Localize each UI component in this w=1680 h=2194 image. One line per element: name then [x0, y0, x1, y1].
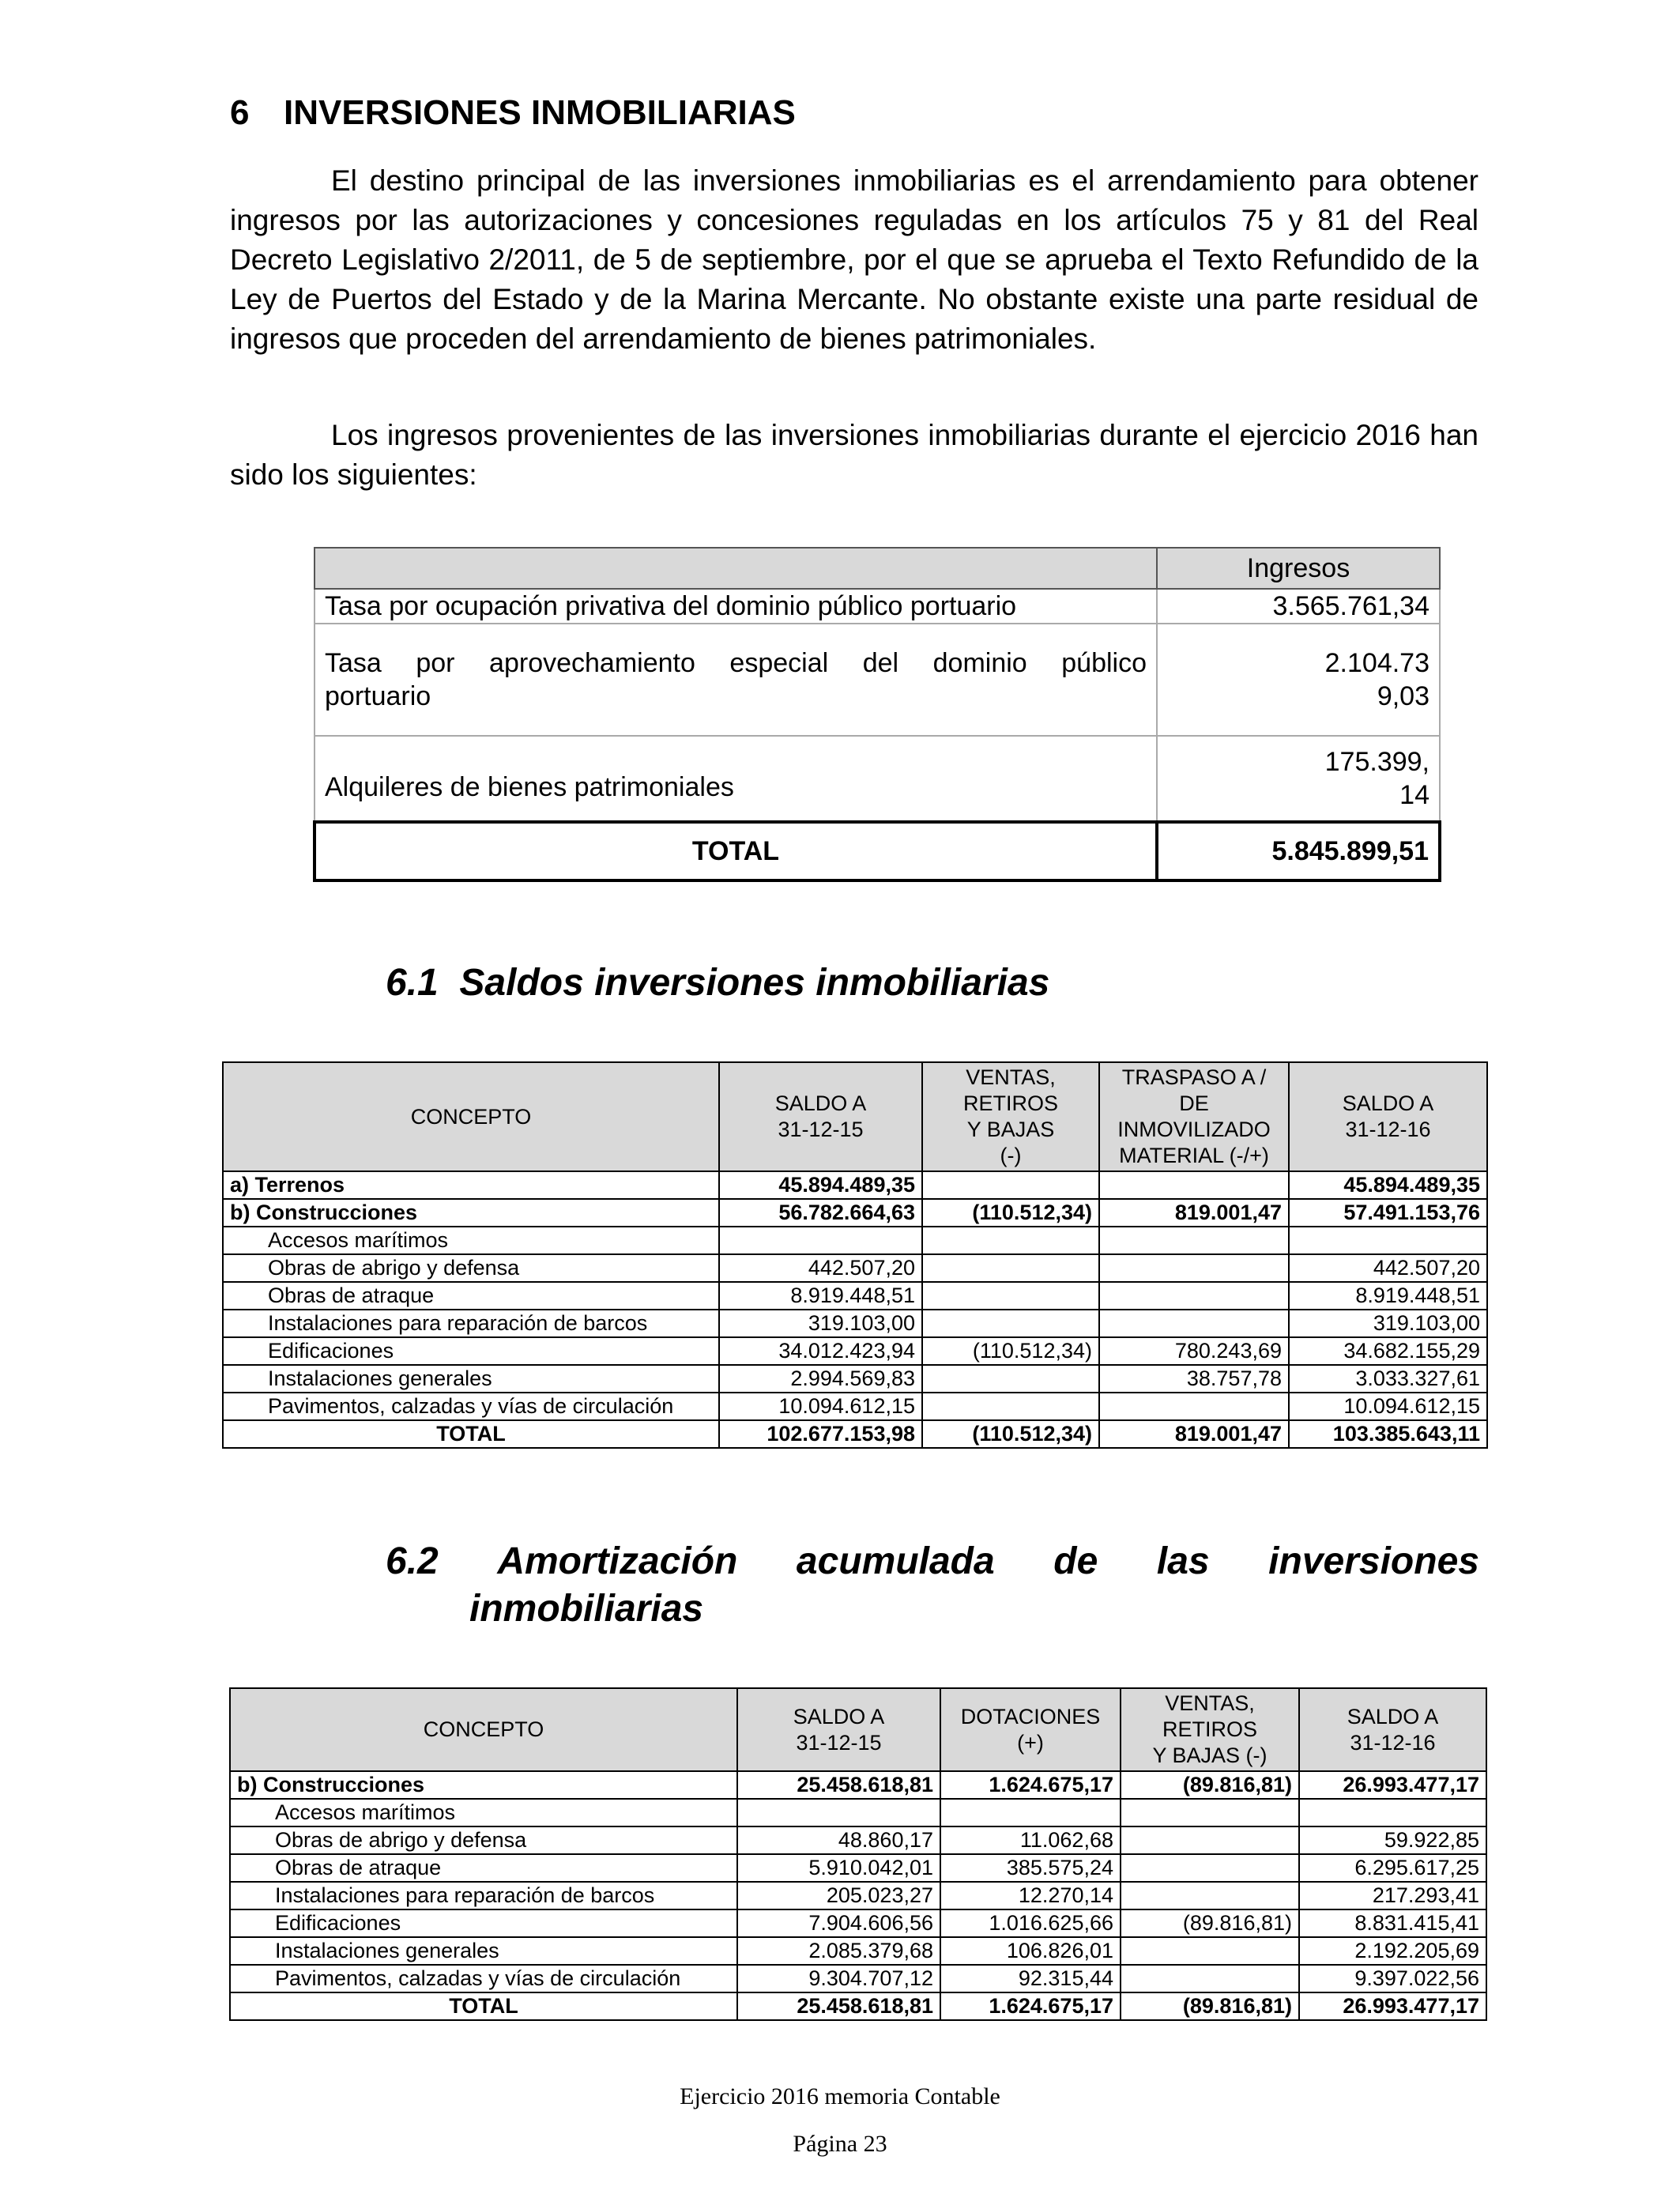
- total-row: [223, 1420, 1487, 1448]
- row-value: 45.894.489,35: [719, 1171, 922, 1199]
- income-concept-line1: Tasa por aprovechamiento especial del dominio público: [325, 648, 1147, 678]
- subsection-title: Saldos inversiones inmobiliarias: [459, 962, 1050, 1004]
- header-ventas: VENTAS, RETIROS Y BAJAS (-): [1121, 1688, 1299, 1771]
- table-row: [230, 1854, 1486, 1882]
- income-row: [315, 624, 1440, 736]
- intro-paragraph: El destino principal de las inversiones inmobiliarias es el arrendamiento para obtener ingresos por las autorizaciones y concesiones reguladas en los artículos 75 y 81 del Real Decreto Legislativo 2/2011, de 5 de septiembre, por el que se aprueba el Texto Refundido de la Ley de Puertos del Estado y de la Marina Mercante. No obstante existe una parte residual de ingresos que proceden del arrendamiento de bienes patrimoniales.: [230, 164, 1478, 355]
- income-table-header-row: [315, 548, 1440, 589]
- row-value: 26.993.477,17: [1299, 1992, 1486, 2020]
- row-value: [1099, 1227, 1289, 1254]
- row-value: 3.033.327,61: [1289, 1365, 1487, 1393]
- table-row: [230, 1882, 1486, 1909]
- row-value: 34.012.423,94: [719, 1337, 922, 1365]
- income-header-blank: [315, 548, 1157, 589]
- income-table: [313, 547, 1441, 882]
- row-value: 48.860,17: [737, 1826, 940, 1854]
- row-concept: Obras de abrigo y defensa: [223, 1254, 719, 1282]
- row-concept: Edificaciones: [230, 1909, 737, 1937]
- row-value: 9.304.707,12: [737, 1965, 940, 1992]
- header-concepto: CONCEPTO: [223, 1062, 719, 1171]
- row-value: [922, 1365, 1099, 1393]
- row-value: 56.782.664,63: [719, 1199, 922, 1227]
- row-concept: Obras de abrigo y defensa: [230, 1826, 737, 1854]
- row-value: 8.831.415,41: [1299, 1909, 1486, 1937]
- income-concept: Tasa por ocupación privativa del dominio público portuario: [315, 589, 1157, 624]
- row-value: [1121, 1799, 1299, 1826]
- row-value: [1121, 1965, 1299, 1992]
- row-value: [1099, 1254, 1289, 1282]
- income-value-line1: 175.399,: [1324, 747, 1430, 777]
- subsection-title-word: Amortización: [497, 1540, 738, 1582]
- row-value: [737, 1799, 940, 1826]
- income-value-line2: 14: [1399, 780, 1430, 810]
- header-ventas: VENTAS, RETIROS Y BAJAS (-): [922, 1062, 1099, 1171]
- header-traspaso: TRASPASO A / DE INMOVILIZADO MATERIAL (-/+): [1099, 1062, 1289, 1171]
- row-value: (110.512,34): [922, 1337, 1099, 1365]
- subsection-number: 6.1: [386, 962, 439, 1004]
- table-row: [230, 1771, 1486, 1799]
- income-total-label: TOTAL: [315, 822, 1157, 880]
- row-value: 103.385.643,11: [1289, 1420, 1487, 1448]
- row-value: 92.315,44: [940, 1965, 1121, 1992]
- row-value: [1121, 1882, 1299, 1909]
- row-concept: Instalaciones para reparación de barcos: [223, 1310, 719, 1337]
- row-value: [922, 1171, 1099, 1199]
- row-value: 442.507,20: [719, 1254, 922, 1282]
- row-value: 34.682.155,29: [1289, 1337, 1487, 1365]
- table-row: [223, 1393, 1487, 1420]
- row-concept: Edificaciones: [223, 1337, 719, 1365]
- income-header-ingresos: Ingresos: [1157, 548, 1440, 589]
- section-title: INVERSIONES INMOBILIARIAS: [284, 93, 796, 132]
- table-row: [230, 1937, 1486, 1965]
- page-number: Página 23: [793, 2131, 887, 2157]
- row-value: 7.904.606,56: [737, 1909, 940, 1937]
- header-saldo-inicial: SALDO A 31-12-15: [737, 1688, 940, 1771]
- table-row: [223, 1337, 1487, 1365]
- total-row: [230, 1992, 1486, 2020]
- row-value: 2.192.205,69: [1299, 1937, 1486, 1965]
- row-value: 26.993.477,17: [1299, 1771, 1486, 1799]
- table-row: [230, 1799, 1486, 1826]
- row-value: 106.826,01: [940, 1937, 1121, 1965]
- row-value: 2.085.379,68: [737, 1937, 940, 1965]
- header-saldo-inicial: SALDO A 31-12-15: [719, 1062, 922, 1171]
- subsection-number: 6.2: [386, 1540, 439, 1582]
- row-value: 319.103,00: [719, 1310, 922, 1337]
- subsection-title-word: las: [1156, 1540, 1210, 1582]
- row-value: 10.094.612,15: [719, 1393, 922, 1420]
- row-value: (110.512,34): [922, 1420, 1099, 1448]
- row-value: 217.293,41: [1299, 1882, 1486, 1909]
- subsection-title-word: de: [1053, 1540, 1098, 1582]
- row-value: 385.575,24: [940, 1854, 1121, 1882]
- footer-title: Ejercicio 2016 memoria Contable: [680, 2083, 1000, 2109]
- table-row: [230, 1965, 1486, 1992]
- table-row: [223, 1310, 1487, 1337]
- row-concept: Instalaciones generales: [223, 1365, 719, 1393]
- income-value-line2: 9,03: [1377, 681, 1430, 711]
- income-row: [315, 736, 1440, 822]
- row-value: 25.458.618,81: [737, 1992, 940, 2020]
- row-concept: Accesos marítimos: [230, 1799, 737, 1826]
- table-row: [230, 1826, 1486, 1854]
- income-value: [1157, 624, 1440, 736]
- row-value: (89.816,81): [1121, 1992, 1299, 2020]
- row-value: 57.491.153,76: [1289, 1199, 1487, 1227]
- saldos-header-row: [223, 1062, 1487, 1171]
- row-concept: a) Terrenos: [223, 1171, 719, 1199]
- row-value: 205.023,27: [737, 1882, 940, 1909]
- row-value: 1.624.675,17: [940, 1771, 1121, 1799]
- income-value: 3.565.761,34: [1157, 589, 1440, 624]
- row-value: 1.016.625,66: [940, 1909, 1121, 1937]
- income-value: [1157, 736, 1440, 822]
- row-value: 442.507,20: [1289, 1254, 1487, 1282]
- table-row: [223, 1227, 1487, 1254]
- row-value: [1099, 1171, 1289, 1199]
- income-total-row: [315, 822, 1440, 880]
- row-value: 1.624.675,17: [940, 1992, 1121, 2020]
- row-value: (89.816,81): [1121, 1771, 1299, 1799]
- saldos-table: [222, 1061, 1488, 1449]
- table-row: [223, 1254, 1487, 1282]
- row-concept: Instalaciones generales: [230, 1937, 737, 1965]
- row-concept: b) Construcciones: [230, 1771, 737, 1799]
- row-concept: Pavimentos, calzadas y vías de circulación: [230, 1965, 737, 1992]
- row-value: [922, 1393, 1099, 1420]
- row-value: [1099, 1393, 1289, 1420]
- row-value: [1099, 1282, 1289, 1310]
- row-concept: Obras de atraque: [223, 1282, 719, 1310]
- income-value-line1: 2.104.73: [1324, 648, 1430, 678]
- row-value: [1289, 1227, 1487, 1254]
- row-value: 319.103,00: [1289, 1310, 1487, 1337]
- income-intro-paragraph: Los ingresos provenientes de las inversiones inmobiliarias durante el ejercicio 2016 han sido los siguientes:: [230, 419, 1478, 491]
- row-value: 6.295.617,25: [1299, 1854, 1486, 1882]
- row-value: [940, 1799, 1121, 1826]
- row-value: 780.243,69: [1099, 1337, 1289, 1365]
- table-row: [230, 1909, 1486, 1937]
- header-saldo-final: SALDO A 31-12-16: [1289, 1062, 1487, 1171]
- row-value: [922, 1282, 1099, 1310]
- table-row: [223, 1199, 1487, 1227]
- row-value: [922, 1254, 1099, 1282]
- row-concept: TOTAL: [223, 1420, 719, 1448]
- row-concept: Pavimentos, calzadas y vías de circulación: [223, 1393, 719, 1420]
- row-concept: TOTAL: [230, 1992, 737, 2020]
- row-value: 2.994.569,83: [719, 1365, 922, 1393]
- income-concept-line2: portuario: [325, 681, 431, 711]
- header-saldo-final: SALDO A 31-12-16: [1299, 1688, 1486, 1771]
- row-value: (110.512,34): [922, 1199, 1099, 1227]
- row-value: [1299, 1799, 1486, 1826]
- section-number: 6: [230, 93, 250, 132]
- table-row: [223, 1282, 1487, 1310]
- table-row: [223, 1171, 1487, 1199]
- section-heading: [230, 93, 796, 133]
- row-concept: Accesos marítimos: [223, 1227, 719, 1254]
- income-row: [315, 589, 1440, 624]
- header-dotaciones: DOTACIONES (+): [940, 1688, 1121, 1771]
- row-value: 25.458.618,81: [737, 1771, 940, 1799]
- row-value: 8.919.448,51: [719, 1282, 922, 1310]
- row-value: [1121, 1937, 1299, 1965]
- row-value: 12.270,14: [940, 1882, 1121, 1909]
- row-value: [1121, 1854, 1299, 1882]
- income-concept: [315, 624, 1157, 736]
- row-value: 59.922,85: [1299, 1826, 1486, 1854]
- row-value: 819.001,47: [1099, 1199, 1289, 1227]
- subsection-title-word: inversiones: [1268, 1540, 1479, 1582]
- row-value: [1121, 1826, 1299, 1854]
- row-value: 5.910.042,01: [737, 1854, 940, 1882]
- subsection-title-word: acumulada: [796, 1540, 995, 1582]
- row-concept: Obras de atraque: [230, 1854, 737, 1882]
- row-concept: b) Construcciones: [223, 1199, 719, 1227]
- amortizacion-header-row: [230, 1688, 1486, 1771]
- subsection-6-1-heading: [386, 961, 1049, 1005]
- row-value: [922, 1227, 1099, 1254]
- subsection-6-2-heading: [386, 1538, 1479, 1633]
- row-value: 8.919.448,51: [1289, 1282, 1487, 1310]
- income-concept: Alquileres de bienes patrimoniales: [315, 736, 1157, 822]
- row-value: (89.816,81): [1121, 1909, 1299, 1937]
- row-value: 38.757,78: [1099, 1365, 1289, 1393]
- row-value: 11.062,68: [940, 1826, 1121, 1854]
- table-row: [223, 1365, 1487, 1393]
- row-value: 9.397.022,56: [1299, 1965, 1486, 1992]
- row-value: 819.001,47: [1099, 1420, 1289, 1448]
- row-value: 10.094.612,15: [1289, 1393, 1487, 1420]
- subsection-title-line2: inmobiliarias: [469, 1588, 704, 1630]
- row-concept: Instalaciones para reparación de barcos: [230, 1882, 737, 1909]
- row-value: 102.677.153,98: [719, 1420, 922, 1448]
- row-value: [1099, 1310, 1289, 1337]
- row-value: 45.894.489,35: [1289, 1171, 1487, 1199]
- row-value: [719, 1227, 922, 1254]
- row-value: [922, 1310, 1099, 1337]
- amortizacion-table: [229, 1687, 1487, 2021]
- header-concepto: CONCEPTO: [230, 1688, 737, 1771]
- income-total-value: 5.845.899,51: [1157, 822, 1440, 880]
